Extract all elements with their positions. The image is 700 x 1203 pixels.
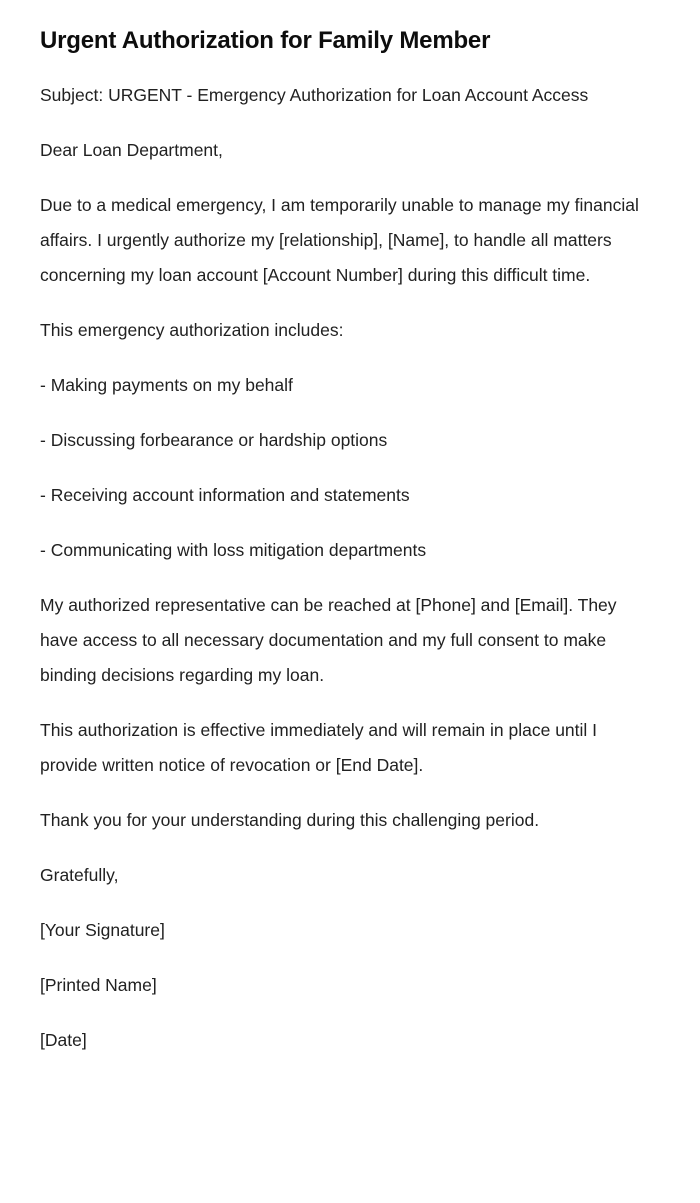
date-placeholder: [Date] — [40, 1030, 87, 1050]
salutation: Dear Loan Department, — [40, 140, 223, 160]
signature-placeholder: [Your Signature] — [40, 920, 165, 940]
authorization-item-statements: - Receiving account information and statements — [40, 485, 410, 505]
authorization-lead-in: This emergency authorization includes: — [40, 320, 344, 340]
representative-paragraph: My authorized representative can be reached at [Phone] and [Email]. They have access to all necessary documentation and my full consent to make binding decisions regarding my loan. — [40, 595, 617, 685]
printed-name-placeholder: [Printed Name] — [40, 975, 157, 995]
authorization-item-payments: - Making payments on my behalf — [40, 375, 293, 395]
authorization-item-forbearance: - Discussing forbearance or hardship options — [40, 430, 388, 450]
intro-paragraph: Due to a medical emergency, I am temporarily unable to manage my financial affairs. I urgently authorize my [relationship], [Name], to handle all matters concerning my loan account [Account Number] during this difficult time. — [40, 195, 639, 285]
subject-line: Subject: URGENT - Emergency Authorization for Loan Account Access — [40, 85, 589, 105]
effective-paragraph: This authorization is effective immediately and will remain in place until I provide written notice of revocation or [End Date]. — [40, 720, 598, 775]
thanks-paragraph: Thank you for your understanding during this challenging period. — [40, 810, 540, 830]
authorization-item-loss-mitigation: - Communicating with loss mitigation departments — [40, 540, 427, 560]
page-title: Urgent Authorization for Family Member — [40, 27, 491, 54]
closing: Gratefully, — [40, 865, 119, 885]
